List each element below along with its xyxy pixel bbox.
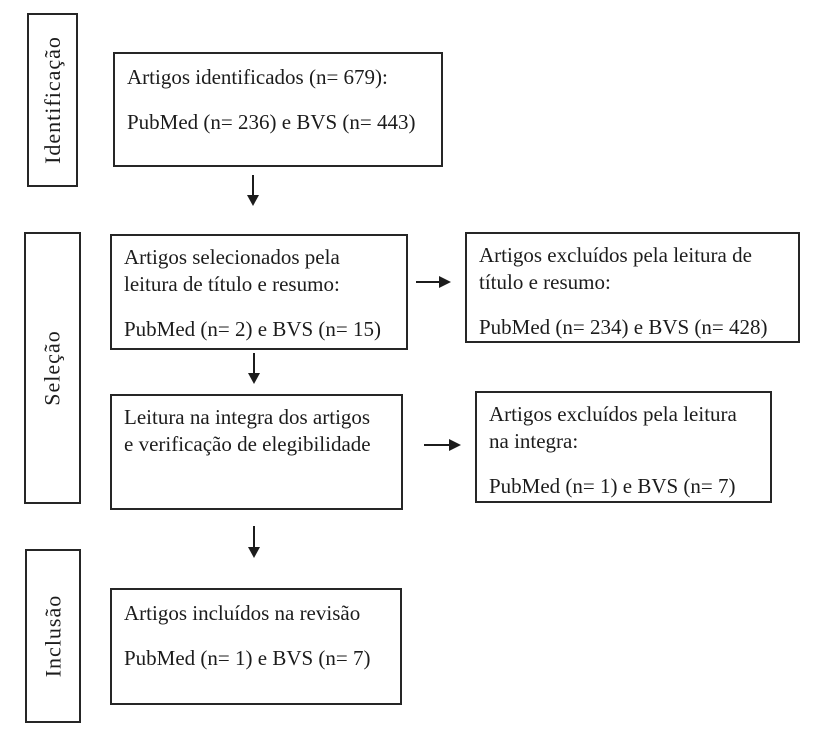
stage-label-inclusion: Inclusão <box>40 594 65 678</box>
box-excluded-fulltext-counts: PubMed (n= 1) e BVS (n= 7) <box>489 474 736 498</box>
stage-box-identification <box>27 13 78 187</box>
arrow-right-selected-to-excluded <box>416 275 452 289</box>
box-excluded-fulltext-line2: na integra: <box>489 429 579 453</box>
stage-label-identification: Identificação <box>39 36 65 164</box>
box-articles-identified-counts: PubMed (n= 236) e BVS (n= 443) <box>127 110 416 134</box>
box-excluded-fulltext-line1: Artigos excluídos pela leitura <box>489 402 737 426</box>
stage-box-selection <box>24 232 81 504</box>
box-included-line1: Artigos incluídos na revisão <box>124 601 361 625</box>
box-articles-selected-line2: leitura de título e resumo: <box>124 272 340 296</box>
box-articles-selected-line1: Artigos selecionados pela <box>124 245 340 269</box>
box-articles-selected <box>110 234 408 350</box>
box-full-text-reading <box>110 394 403 510</box>
box-articles-selected-counts: PubMed (n= 2) e BVS (n= 15) <box>124 317 382 341</box>
stage-box-inclusion <box>25 549 81 723</box>
box-fulltext-line1: Leitura na integra dos artigos <box>124 405 371 429</box>
arrow-down-identified-to-selected <box>245 175 261 207</box>
box-articles-identified <box>113 52 443 167</box>
box-fulltext-line2: e verificação de elegibilidade <box>124 432 371 456</box>
arrow-right-fulltext-to-excluded <box>424 438 462 452</box>
box-articles-excluded-full-text <box>475 391 772 503</box>
arrow-down-fulltext-to-included <box>246 526 262 559</box>
box-excluded-title-line1: Artigos excluídos pela leitura de <box>479 243 752 267</box>
box-articles-excluded-title-abstract <box>465 232 800 343</box>
stage-label-selection: Seleção <box>39 330 65 406</box>
box-articles-identified-line1: Artigos identificados (n= 679): <box>127 65 388 89</box>
box-included-counts: PubMed (n= 1) e BVS (n= 7) <box>124 646 371 670</box>
box-excluded-title-counts: PubMed (n= 234) e BVS (n= 428) <box>479 315 768 339</box>
box-excluded-title-line2: título e resumo: <box>479 270 611 294</box>
box-articles-included <box>110 588 402 705</box>
arrow-down-selected-to-fulltext <box>246 353 262 385</box>
